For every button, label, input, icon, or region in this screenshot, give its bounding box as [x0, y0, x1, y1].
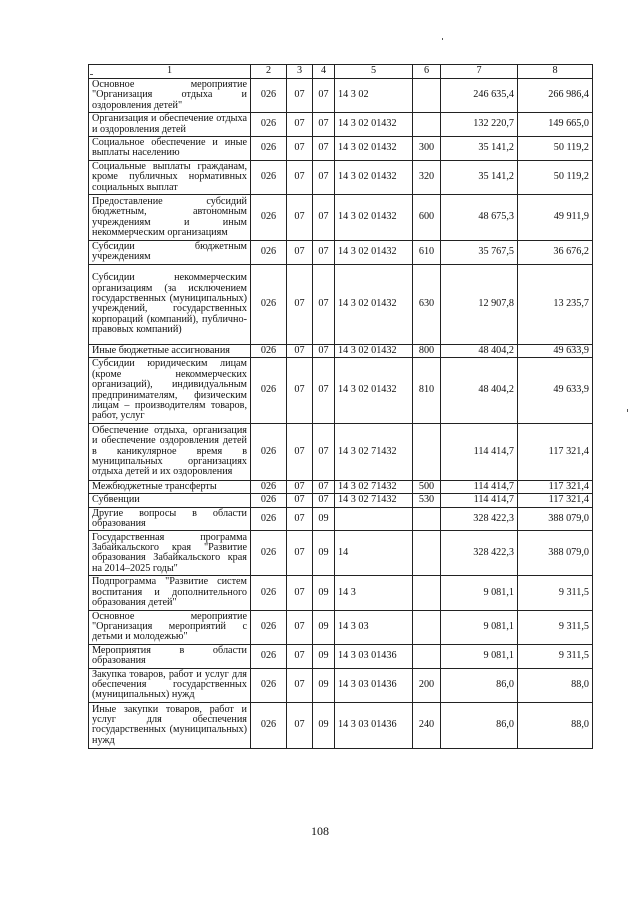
row-subsection: 07	[313, 241, 335, 265]
row-name: Субвенции	[89, 494, 251, 507]
row-section: 07	[287, 241, 313, 265]
row-target-article: 14 3 03 01436	[335, 668, 413, 702]
row-amount-year-2: 50 119,2	[518, 137, 593, 161]
row-name: Субсидии бюджетным учреждениям	[89, 241, 251, 265]
row-name: Социальное обеспечение и иные выплаты населению	[89, 137, 251, 161]
row-amount-year-1: 9 081,1	[441, 576, 518, 610]
row-subsection: 09	[313, 610, 335, 644]
table-row	[89, 644, 593, 668]
row-target-article: 14 3 02 01432	[335, 344, 413, 357]
row-expense-type: 320	[413, 160, 441, 194]
row-amount-year-1: 86,0	[441, 702, 518, 748]
row-target-article: 14 3 02 01432	[335, 160, 413, 194]
row-expense-type: 240	[413, 702, 441, 748]
table-body	[89, 79, 593, 749]
row-subsection: 07	[313, 137, 335, 161]
row-subsection: 09	[313, 668, 335, 702]
row-section: 07	[287, 264, 313, 344]
row-amount-year-2: 50 119,2	[518, 160, 593, 194]
row-admin-code: 026	[251, 195, 287, 241]
row-amount-year-2: 88,0	[518, 668, 593, 702]
row-amount-year-1: 35 141,2	[441, 137, 518, 161]
row-amount-year-1: 48 404,2	[441, 344, 518, 357]
row-section: 07	[287, 576, 313, 610]
row-admin-code: 026	[251, 264, 287, 344]
row-target-article: 14 3 02 01432	[335, 195, 413, 241]
row-admin-code: 026	[251, 137, 287, 161]
row-name: Подпрограмма "Развитие систем воспитания и дополнительного образования детей"	[89, 576, 251, 610]
row-target-article: 14 3 02 71432	[335, 423, 413, 480]
column-header-4: 4	[313, 65, 335, 79]
row-target-article: 14 3 02 01432	[335, 358, 413, 423]
table-row	[89, 610, 593, 644]
row-admin-code: 026	[251, 79, 287, 113]
row-target-article: 14 3 02 01432	[335, 113, 413, 137]
row-amount-year-1: 328 422,3	[441, 507, 518, 531]
row-amount-year-1: 12 907,8	[441, 264, 518, 344]
column-header-7: 7	[441, 65, 518, 79]
table-row	[89, 423, 593, 480]
row-subsection: 09	[313, 531, 335, 576]
row-target-article: 14 3 02 01432	[335, 137, 413, 161]
row-subsection: 07	[313, 113, 335, 137]
page-number: 108	[311, 824, 329, 838]
row-target-article: 14 3 02 71432	[335, 494, 413, 507]
row-name: Основное мероприятие "Организация отдыха и оздоровления детей"	[89, 79, 251, 113]
table-row	[89, 160, 593, 194]
row-section: 07	[287, 507, 313, 531]
row-section: 07	[287, 195, 313, 241]
row-expense-type	[413, 610, 441, 644]
row-expense-type	[413, 576, 441, 610]
table-row	[89, 531, 593, 576]
row-admin-code: 026	[251, 494, 287, 507]
row-name: Организация и обеспечение отдыха и оздоровления детей	[89, 113, 251, 137]
column-header-2: 2	[251, 65, 287, 79]
row-name: Иные бюджетные ассигнования	[89, 344, 251, 357]
table-row	[89, 241, 593, 265]
row-subsection: 09	[313, 576, 335, 610]
row-admin-code: 026	[251, 358, 287, 423]
row-target-article: 14 3 02	[335, 79, 413, 113]
row-subsection: 09	[313, 644, 335, 668]
row-amount-year-2: 149 665,0	[518, 113, 593, 137]
row-target-article: 14 3 02 01432	[335, 241, 413, 265]
row-admin-code: 026	[251, 610, 287, 644]
row-admin-code: 026	[251, 480, 287, 493]
table-row	[89, 576, 593, 610]
row-subsection: 07	[313, 423, 335, 480]
row-subsection: 07	[313, 79, 335, 113]
row-amount-year-1: 114 414,7	[441, 480, 518, 493]
row-target-article: 14	[335, 531, 413, 576]
row-name: Мероприятия в области образования	[89, 644, 251, 668]
column-header-5: 5	[335, 65, 413, 79]
row-subsection: 07	[313, 344, 335, 357]
row-subsection: 07	[313, 264, 335, 344]
row-section: 07	[287, 358, 313, 423]
row-admin-code: 026	[251, 344, 287, 357]
row-amount-year-2: 88,0	[518, 702, 593, 748]
row-section: 07	[287, 113, 313, 137]
row-name: Обеспечение отдыха, организация и обеспечение оздоровления детей в каникулярное время в муниципальных организациях отдыха детей и их оздоровления	[89, 423, 251, 480]
row-expense-type: 610	[413, 241, 441, 265]
row-target-article: 14 3 03 01436	[335, 702, 413, 748]
row-amount-year-2: 36 676,2	[518, 241, 593, 265]
row-expense-type	[413, 79, 441, 113]
row-target-article: 14 3 02 01432	[335, 264, 413, 344]
row-amount-year-1: 35 767,5	[441, 241, 518, 265]
table-row	[89, 668, 593, 702]
table-row	[89, 494, 593, 507]
row-section: 07	[287, 494, 313, 507]
row-amount-year-2: 49 633,9	[518, 358, 593, 423]
row-expense-type: 600	[413, 195, 441, 241]
row-amount-year-2: 266 986,4	[518, 79, 593, 113]
row-amount-year-2: 9 311,5	[518, 644, 593, 668]
row-name: Межбюджетные трансферты	[89, 480, 251, 493]
row-admin-code: 026	[251, 160, 287, 194]
row-admin-code: 026	[251, 531, 287, 576]
row-amount-year-2: 13 235,7	[518, 264, 593, 344]
row-subsection: 07	[313, 480, 335, 493]
table-row	[89, 113, 593, 137]
row-target-article: 14 3 03 01436	[335, 644, 413, 668]
row-admin-code: 026	[251, 576, 287, 610]
row-expense-type: 810	[413, 358, 441, 423]
row-amount-year-2: 117 321,4	[518, 423, 593, 480]
row-admin-code: 026	[251, 241, 287, 265]
column-header-6: 6	[413, 65, 441, 79]
row-target-article: 14 3 03	[335, 610, 413, 644]
row-section: 07	[287, 531, 313, 576]
row-amount-year-1: 48 675,3	[441, 195, 518, 241]
row-expense-type	[413, 531, 441, 576]
row-admin-code: 026	[251, 113, 287, 137]
row-subsection: 09	[313, 507, 335, 531]
row-amount-year-2: 9 311,5	[518, 576, 593, 610]
row-section: 07	[287, 702, 313, 748]
row-expense-type: 800	[413, 344, 441, 357]
scan-artifact	[442, 38, 443, 40]
row-expense-type	[413, 423, 441, 480]
row-expense-type	[413, 644, 441, 668]
row-admin-code: 026	[251, 644, 287, 668]
table-row	[89, 344, 593, 357]
row-amount-year-2: 117 321,4	[518, 480, 593, 493]
row-admin-code: 026	[251, 668, 287, 702]
row-section: 07	[287, 668, 313, 702]
row-target-article	[335, 507, 413, 531]
table-row	[89, 137, 593, 161]
row-name: Социальные выплаты гражданам, кроме публичных нормативных социальных выплат	[89, 160, 251, 194]
row-expense-type	[413, 507, 441, 531]
row-subsection: 07	[313, 160, 335, 194]
row-name: Предоставление субсидий бюджетным, автономным учреждениям и иным некоммерческим организациям	[89, 195, 251, 241]
row-subsection: 07	[313, 195, 335, 241]
row-expense-type: 200	[413, 668, 441, 702]
row-name: Государственная программа Забайкальского края "Развитие образования Забайкальского края на 2014–2025 годы"	[89, 531, 251, 576]
table-row	[89, 358, 593, 423]
row-admin-code: 026	[251, 423, 287, 480]
row-section: 07	[287, 79, 313, 113]
column-header-1: 1	[89, 65, 251, 79]
row-amount-year-1: 114 414,7	[441, 423, 518, 480]
row-name: Закупка товаров, работ и услуг для обеспечения государственных (муниципальных) нужд	[89, 668, 251, 702]
row-amount-year-2: 117 321,4	[518, 494, 593, 507]
row-amount-year-1: 246 635,4	[441, 79, 518, 113]
row-amount-year-1: 48 404,2	[441, 358, 518, 423]
table-row	[89, 507, 593, 531]
table-row	[89, 195, 593, 241]
column-header-8: 8	[518, 65, 593, 79]
row-amount-year-1: 9 081,1	[441, 610, 518, 644]
row-amount-year-1: 9 081,1	[441, 644, 518, 668]
row-expense-type: 530	[413, 494, 441, 507]
row-section: 07	[287, 423, 313, 480]
row-target-article: 14 3 02 71432	[335, 480, 413, 493]
row-amount-year-1: 328 422,3	[441, 531, 518, 576]
row-name: Субсидии юридическим лицам (кроме некоммерческих организаций), индивидуальным предпринимателям, физическим лицам – производителям товаров, работ, услуг	[89, 358, 251, 423]
row-section: 07	[287, 480, 313, 493]
row-section: 07	[287, 160, 313, 194]
row-target-article: 14 3	[335, 576, 413, 610]
row-name: Другие вопросы в области образования	[89, 507, 251, 531]
table-row	[89, 264, 593, 344]
table-header-row	[89, 65, 593, 79]
table-row	[89, 480, 593, 493]
row-amount-year-2: 388 079,0	[518, 507, 593, 531]
row-amount-year-2: 49 633,9	[518, 344, 593, 357]
budget-table	[88, 64, 593, 749]
row-section: 07	[287, 610, 313, 644]
row-name: Субсидии некоммерческим организациям (за исключением государственных (муниципальных) учреждений, государственных корпораций (компаний), публично-правовых компаний)	[89, 264, 251, 344]
row-expense-type	[413, 113, 441, 137]
row-subsection: 07	[313, 494, 335, 507]
row-name: Основное мероприятие "Организация мероприятий с детьми и молодежью"	[89, 610, 251, 644]
row-section: 07	[287, 644, 313, 668]
row-expense-type: 630	[413, 264, 441, 344]
column-header-3: 3	[287, 65, 313, 79]
row-expense-type: 300	[413, 137, 441, 161]
row-amount-year-1: 35 141,2	[441, 160, 518, 194]
table-row	[89, 702, 593, 748]
row-amount-year-2: 9 311,5	[518, 610, 593, 644]
row-section: 07	[287, 137, 313, 161]
row-expense-type: 500	[413, 480, 441, 493]
row-amount-year-2: 49 911,9	[518, 195, 593, 241]
row-amount-year-1: 86,0	[441, 668, 518, 702]
row-admin-code: 026	[251, 702, 287, 748]
row-section: 07	[287, 344, 313, 357]
row-subsection: 09	[313, 702, 335, 748]
row-amount-year-1: 132 220,7	[441, 113, 518, 137]
row-subsection: 07	[313, 358, 335, 423]
row-name: Иные закупки товаров, работ и услуг для обеспечения государственных (муниципальных) нужд	[89, 702, 251, 748]
row-amount-year-1: 114 414,7	[441, 494, 518, 507]
row-admin-code: 026	[251, 507, 287, 531]
table-row	[89, 79, 593, 113]
row-amount-year-2: 388 079,0	[518, 531, 593, 576]
scan-artifact	[627, 409, 628, 412]
